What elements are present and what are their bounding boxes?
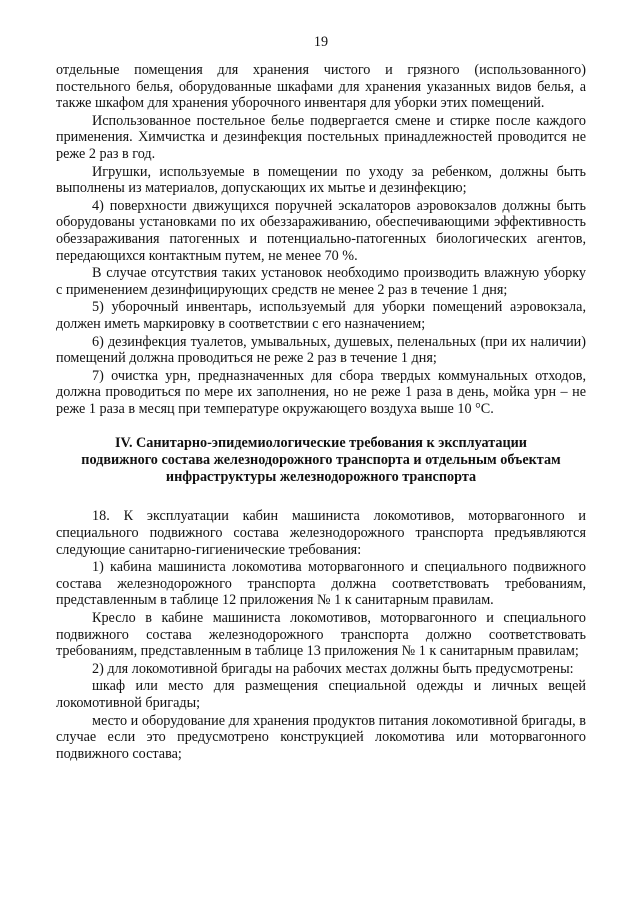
section-heading: IV. Санитарно-эпидемиологические требования к эксплуатации подвижного состава железнодорожного транспорта и отдельным объектам инфраструктуры железнодорожного транспорта [81, 435, 561, 486]
page-number: 19 [313, 34, 329, 50]
paragraph: 7) очистка урн, предназначенных для сбора твердых коммунальных отходов, должна проводиться по мере их заполнения, но не реже 1 раза в день, мойка урн – не реже 1 раза в месяц при температуре окружающего воздуха выше 10 °С. [56, 367, 586, 417]
paragraph: В случае отсутствия таких установок необходимо производить влажную уборку с применением дезинфицирующих средств не менее 2 раз в течение 1 дня; [56, 265, 586, 298]
paragraph: 4) поверхности движущихся поручней эскалаторов аэровокзалов должны быть оборудованы установками по их обеззараживанию, обеспечивающими эффективность обеззараживания патогенных и потенциально-патогенных биологических агентов, передающихся контактным путем, не менее 70 %. [56, 197, 586, 264]
paragraph: шкаф или место для размещения специальной одежды и личных вещей локомотивной бригады; [56, 678, 586, 711]
text-block-before [56, 62, 586, 417]
text-block-after [56, 508, 586, 762]
paragraph: Использованное постельное белье подвергается смене и стирке после каждого применения. Химчистка и дезинфекция постельных принадлежностей проводится не реже 2 раз в год. [56, 112, 586, 162]
paragraph: Игрушки, используемые в помещении по уходу за ребенком, должны быть выполнены из материалов, допускающих их мытье и дезинфекцию; [56, 163, 586, 197]
paragraph: 6) дезинфекция туалетов, умывальных, душевых, пеленальных (при их наличии) помещений должна проводиться не реже 2 раз в течение 1 дня; [56, 333, 586, 367]
paragraph: отдельные помещения для хранения чистого и грязного (использованного) постельного белья, оборудованные шкафами для хранения указанных видов белья, а также шкафом для хранения уборочного инвентаря для уборки этих помещений. [56, 62, 586, 112]
paragraph: 1) кабина машиниста локомотива моторвагонного и специального подвижного состава железнодорожного транспорта должна соответствовать требованиям, представленным в таблице 12 приложения № 1 к санитарным правилам. [56, 559, 586, 609]
paragraph: место и оборудование для хранения продуктов питания локомотивной бригады, в случае если это предусмотрено конструкцией локомотива или моторвагонного подвижного состава; [56, 712, 586, 762]
paragraph: 18. К эксплуатации кабин машиниста локомотивов, моторвагонного и специального подвижного состава железнодорожного транспорта предъявляются следующие санитарно-гигиенические требования: [56, 508, 586, 558]
paragraph: 2) для локомотивной бригады на рабочих местах должны быть предусмотрены: [92, 660, 574, 677]
paragraph: 5) уборочный инвентарь, используемый для уборки помещений аэровокзала, должен иметь маркировку в соответствии с его назначением; [56, 299, 586, 332]
paragraph: Кресло в кабине машиниста локомотивов, моторвагонного и специального подвижного состава железнодорожного транспорта должно соответствовать требованиям, представленным в таблице 13 приложения № 1 к санитарным правилам; [56, 610, 586, 660]
